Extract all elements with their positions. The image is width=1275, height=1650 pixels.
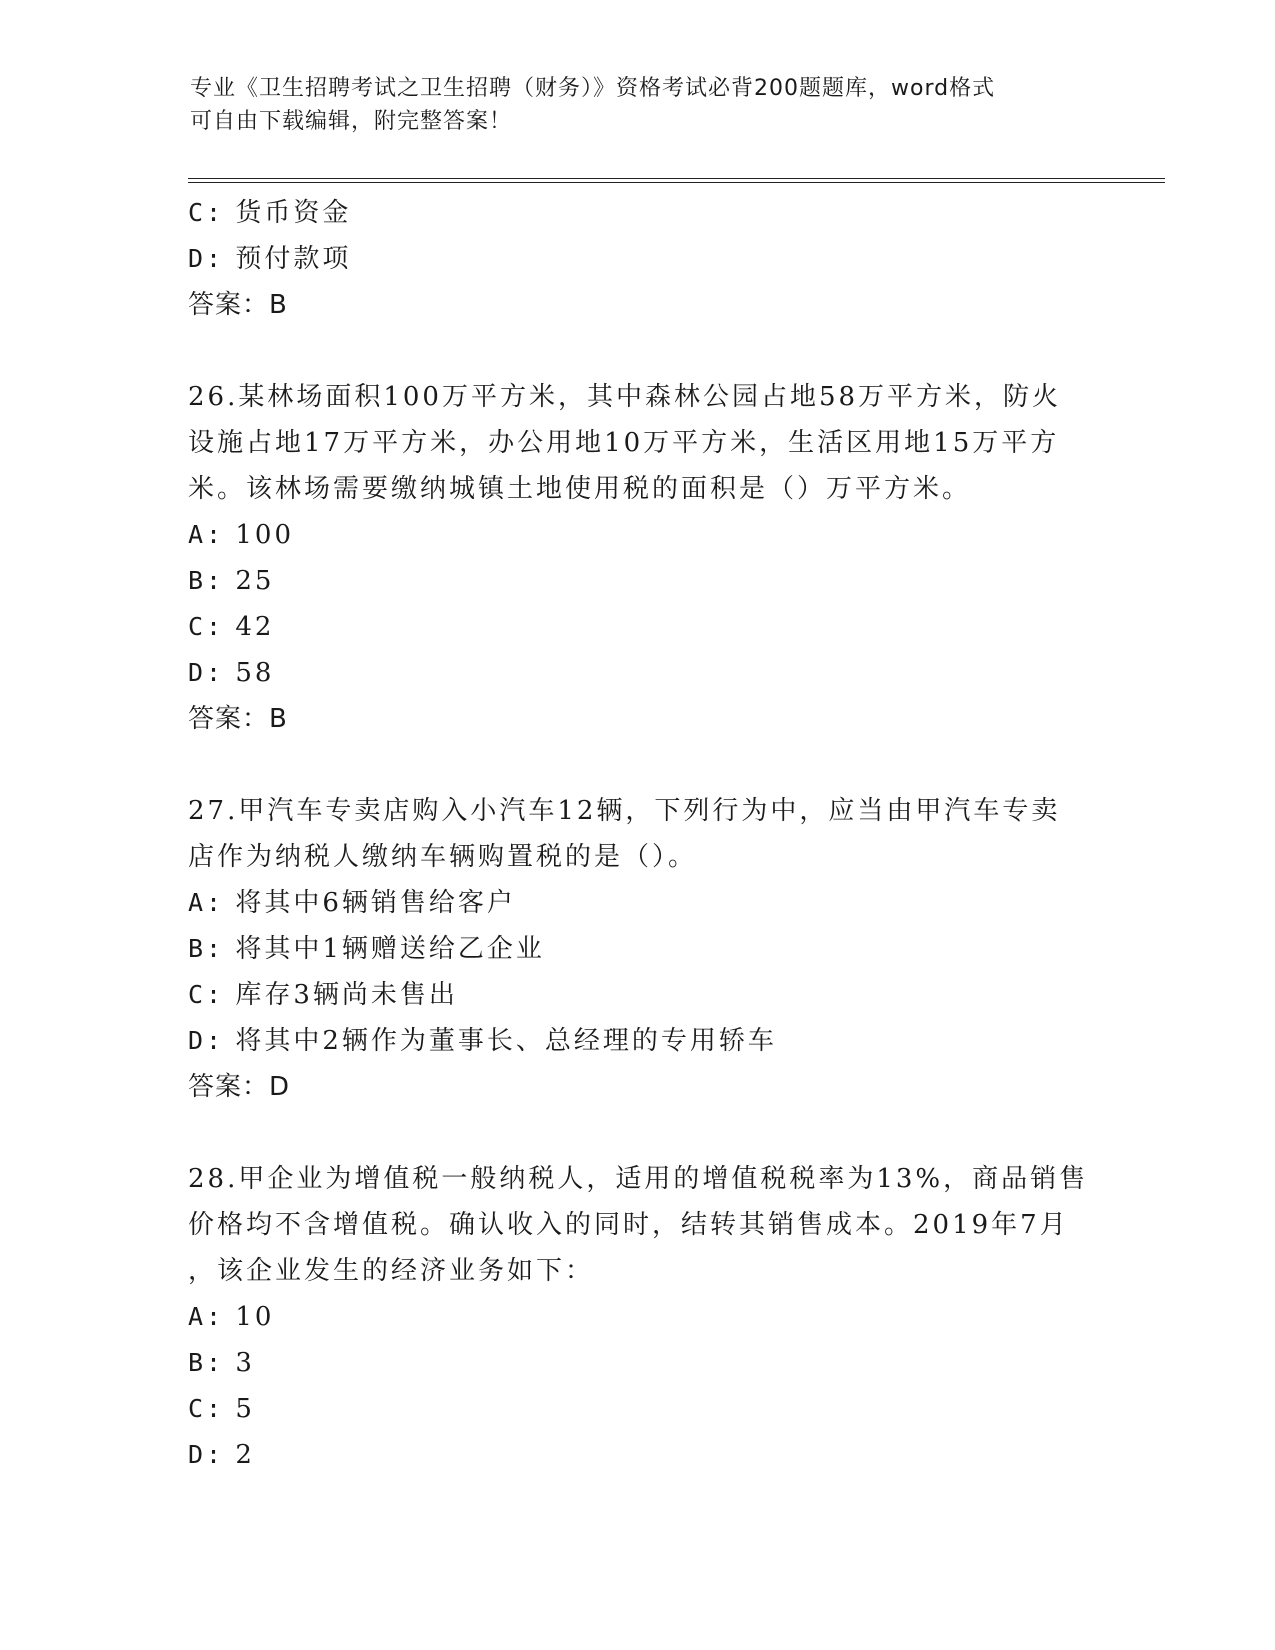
page-header — [190, 72, 1090, 138]
option-text: 42 — [235, 612, 275, 642]
option-label: B: — [188, 566, 225, 595]
option-text: 将其中6辆销售给客户 — [235, 888, 516, 918]
option-label: B: — [188, 934, 225, 963]
option-text: 5 — [235, 1394, 255, 1424]
option-d — [188, 650, 1088, 696]
stem-line: 米。该林场需要缴纳城镇土地使用税的面积是（）万平方米。 — [188, 474, 972, 504]
option-label: C: — [188, 980, 225, 1009]
option-text: 25 — [235, 566, 275, 596]
option-a — [188, 880, 1088, 926]
option-d — [188, 1018, 1088, 1064]
answer-line: 答案：B — [188, 704, 288, 734]
option-label: D: — [188, 658, 225, 687]
option-label: A: — [188, 1302, 225, 1331]
stem-line: 店作为纳税人缴纳车辆购置税的是（）。 — [188, 842, 698, 872]
stem-line: 28.甲企业为增值税一般纳税人，适用的增值税税率为13%，商品销售 — [188, 1164, 1089, 1194]
option-label: D: — [188, 1026, 225, 1055]
option-b — [188, 558, 1088, 604]
header-divider-top — [188, 178, 1165, 179]
prev-question — [188, 190, 1088, 328]
option-c — [188, 1386, 1088, 1432]
option-text: 3 — [235, 1348, 255, 1378]
option-text: 将其中2辆作为董事长、总经理的专用轿车 — [235, 1026, 777, 1056]
option-d — [188, 236, 1088, 282]
option-text: 库存3辆尚未售出 — [235, 980, 458, 1010]
option-text: 58 — [235, 658, 275, 688]
option-c — [188, 190, 1088, 236]
option-label: B: — [188, 1348, 225, 1377]
option-text: 将其中1辆赠送给乙企业 — [235, 934, 545, 964]
question-stem — [188, 1156, 1088, 1294]
option-label: A: — [188, 888, 225, 917]
option-c — [188, 604, 1088, 650]
option-a — [188, 1294, 1088, 1340]
option-label: D: — [188, 244, 225, 273]
option-text: 预付款项 — [235, 244, 352, 274]
option-label: A: — [188, 520, 225, 549]
stem-line: 设施占地17万平方米，办公用地10万平方米，生活区用地15万平方 — [188, 428, 1060, 458]
question-stem — [188, 788, 1088, 880]
option-text: 10 — [235, 1302, 275, 1332]
stem-line: ，该企业发生的经济业务如下： — [188, 1256, 595, 1286]
header-line-1: 专业《卫生招聘考试之卫生招聘（财务）》资格考试必背200题题库，word格式 — [190, 76, 996, 101]
option-text: 2 — [235, 1440, 255, 1470]
option-d — [188, 1432, 1088, 1478]
option-text: 货币资金 — [235, 198, 352, 228]
stem-line: 价格均不含增值税。确认收入的同时，结转其销售成本。2019年7月 — [188, 1210, 1069, 1240]
question-26 — [188, 374, 1088, 742]
question-28 — [188, 1156, 1088, 1478]
document-body — [188, 190, 1088, 1478]
option-b — [188, 1340, 1088, 1386]
option-label: D: — [188, 1440, 225, 1469]
option-c — [188, 972, 1088, 1018]
option-a — [188, 512, 1088, 558]
option-label: C: — [188, 1394, 225, 1423]
header-line-2: 可自由下载编辑，附完整答案！ — [190, 109, 513, 134]
answer-line: 答案：D — [188, 1072, 291, 1102]
stem-line: 27.甲汽车专卖店购入小汽车12辆，下列行为中，应当由甲汽车专卖 — [188, 796, 1061, 826]
header-divider-bottom — [188, 182, 1165, 183]
option-label: C: — [188, 612, 225, 641]
option-text: 100 — [235, 520, 295, 550]
question-27 — [188, 788, 1088, 1110]
option-label: C: — [188, 198, 225, 227]
answer-line: 答案：B — [188, 290, 288, 320]
option-b — [188, 926, 1088, 972]
stem-line: 26.某林场面积100万平方米，其中森林公园占地58万平方米，防火 — [188, 382, 1062, 412]
question-stem — [188, 374, 1088, 512]
